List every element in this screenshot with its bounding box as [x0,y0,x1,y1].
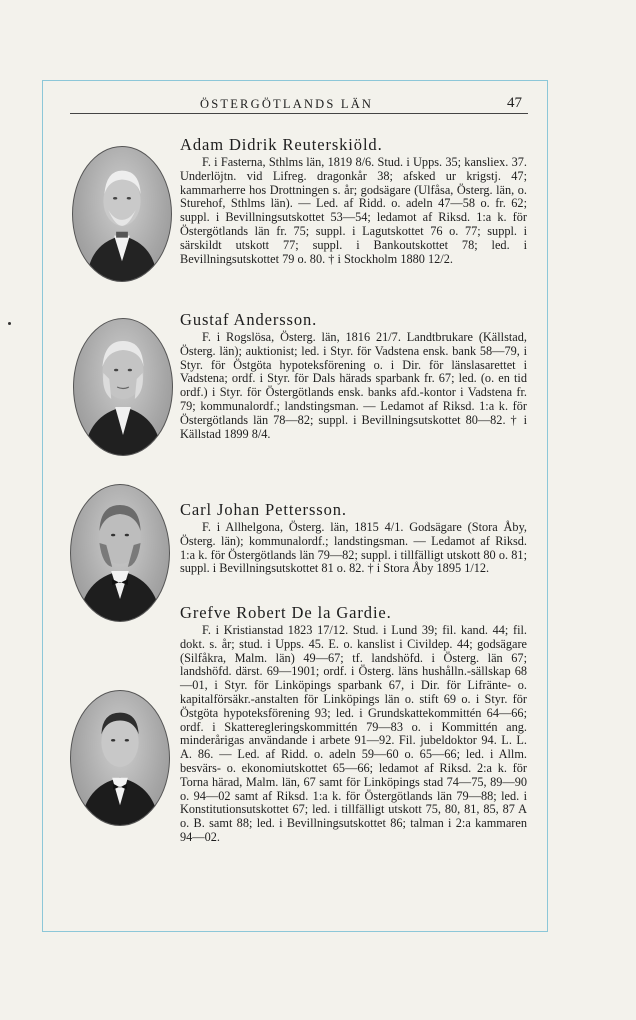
entry-delagardie [180,603,527,845]
entry-name: Adam Didrik Reuterskiöld. [180,135,383,154]
entry-reuterskiold [180,135,527,266]
portrait-delagardie-icon [70,690,170,826]
entry-name: Grefve Robert De la Gardie. [180,603,392,622]
entry-text: F. i Fasterna, Sthlms län, 1819 8/6. Stud. i Upps. 35; kansliex. 37. Underlöjtn. vid Lifreg. dragonkår 38; afsked ur krigstj. 47; kammarherre hos Drottningen s. år; godsägare (Ulfåsa, Österg. län, o. Sturehof, Sthlms län). — Led. af Ridd. o. adeln 47—58 o. fr. 62; suppl. i Bevillningsutskottet 53—54; ledamot af Riksd. 1:a k. för Östergötlands län fr. 75; suppl. i Lagutskottet 76 o. 77; suppl. i särskildt utskott 77; suppl. i Bankoutskottet 78; led. i Bevillningsutskottet 79 o. 80. † i Stockholm 1880 12/2. [180,155,527,266]
entry-pettersson [180,500,527,576]
portrait-reuterskiold-icon [72,146,172,282]
entry-text: F. i Allhelgona, Österg. län, 1815 4/1. Godsägare (Stora Åby, Österg. län); kommunalordf.; landstingsman. — Ledamot af Riksd. 1:a k. för Östergötlands län 79—82; suppl. i tillfälligt utskott 80 o. 81; suppl. i Bevillningsutskottet 81 o. 82. † i Stora Åby 1895 1/12. [180,520,527,576]
page-number: 47 [507,95,522,111]
entry-text: F. i Rogslösa, Österg. län, 1816 21/7. Landtbrukare (Källstad, Österg. län); auktionist; led. i Styr. för Vadstena ensk. bank 58—79, i Styr. för Östgöta hypoteksförening o. i Dir. för länslasarettet i Vadstena; ordf. i Styr. för Dals härads sparbank fr. 67; led. (o. en tid ordf.) i Styr. för Östergötlands ensk. banks afd.-kontor i Vadstena fr. 79; kommunalordf.; landstingsman. — Ledamot af Riksd. 1:a k. för Östergötlands län 78—82; suppl. i Bevillningsutskottet 80—82. † i Källstad 1899 8/4. [180,330,527,441]
entry-text: F. i Kristianstad 1823 17/12. Stud. i Lund 39; fil. kand. 44; fil. dokt. s. år; stud. i Upps. 45. E. o. kanslist i Civildep. 44; godsägare (Silfåkra, Malm. län) 49—67; tf. landshöfd. i Österg. län 67; landshöfd. därst. 69—1901; ordf. i Österg. läns hushålln.-sällskap 68—01, i Styr. för Linköpings sparbank 67, i Dir. för Lifränte- o. kapitalförsäkr.-anstalten för Linköpings län o. stift 69 o. i Styr. för Östgöta hypoteksförening 93; led. i Grundskattekommittén 64—66; ordf. i Skatteregleringskommittén 79—83 o. i Kommittén ang. minderårigas användande i arbete 91—92. Fil. jubeldoktor 94. L. L. A. 86. — Led. af Ridd. o. adeln 59—60 o. 65—66; led. i Allm. besvärs- o. ekonomiutskottet 65—66; ledamot af Riksd. 2:a k. för Torna härad, Malm. län, 67 samt för Linköpings stad 74—75, 89—90 o. 94—02 samt af Riksd. 1:a k. för Östergötlands län 79—88; led. i Konstitutionsutskottet 67; led. i tillfälligt utskott 75, 80, 81, 85, 87 A o. B. samt 88; led. i Bevillningsutskottet 86; talman i 2:a kammaren 94—02. [180,623,527,844]
stray-mark [8,322,11,325]
entry-andersson [180,310,527,441]
entry-name: Gustaf Andersson. [180,310,318,329]
entry-name: Carl Johan Pettersson. [180,500,347,519]
portrait-andersson-icon [73,318,173,456]
portrait-pettersson-icon [70,484,170,622]
header-rule [70,113,528,114]
running-head: ÖSTERGÖTLANDS LÄN [200,97,374,111]
